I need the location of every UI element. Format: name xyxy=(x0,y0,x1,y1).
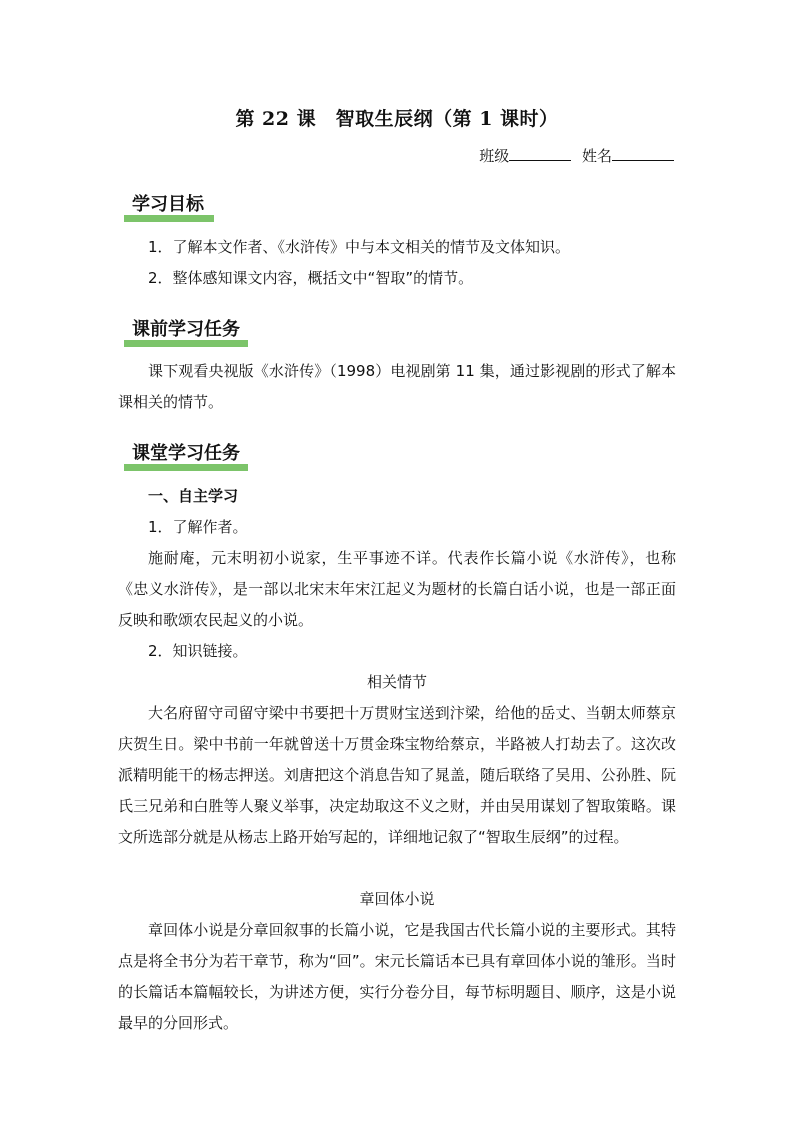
novel-title: 章回体小说 xyxy=(359,890,435,908)
subsection-heading: 一、自主学习 xyxy=(148,487,239,505)
class-label: 班级 xyxy=(479,147,510,165)
student-info xyxy=(479,145,674,166)
task-item: 2．知识链接。 xyxy=(148,642,248,660)
goal-item: 2．整体感知课文内容，概括文中“智取”的情节。 xyxy=(148,269,474,287)
heading-label: 课堂学习任务 xyxy=(132,443,240,464)
section-heading-goals xyxy=(124,190,212,222)
inclass-text xyxy=(118,481,676,1039)
section-heading-inclass xyxy=(124,439,248,471)
goal-item: 1．了解本文作者、《水浒传》中与本文相关的情节及文体知识。 xyxy=(148,238,571,256)
page-title: 第 22 课 智取生辰纲（第 1 课时） xyxy=(235,108,559,130)
section-heading-preclass xyxy=(124,315,248,347)
preclass-text xyxy=(118,356,676,418)
goals-list xyxy=(118,232,676,294)
plot-paragraph: 大名府留守司留守梁中书要把十万贯财宝送到汴梁，给他的岳丈、当朝太师蔡京庆贺生日。梁中书前一年就曾送十万贯金珠宝物给蔡京，半路被人打劫去了。这次改派精明能干的杨志押送。刘唐把这个消息告知了晁盖，随后联络了吴用、公孙胜、阮氏三兄弟和白胜等人聚义举事，决定劫取这不义之财，并由吴用谋划了智取策略。课文所选部分就是从杨志上路开始写起的，详细地记叙了“智取生辰纲”的过程。 xyxy=(118,704,676,846)
name-blank[interactable] xyxy=(612,146,674,161)
heading-label: 学习目标 xyxy=(132,194,204,215)
plot-title: 相关情节 xyxy=(366,673,427,691)
class-blank[interactable] xyxy=(509,146,571,161)
novel-paragraph: 章回体小说是分章回叙事的长篇小说，它是我国古代长篇小说的主要形式。其特点是将全书分为若干章节，称为“回”。宋元长篇话本已具有章回体小说的雏形。当时的长篇话本篇幅较长，为讲述方便，实行分卷分目，每节标明题目、顺序，这是小说最早的分回形式。 xyxy=(118,921,676,1032)
preclass-paragraph: 课下观看央视版《水浒传》（1998）电视剧第 11 集，通过影视剧的形式了解本课相关的情节。 xyxy=(118,362,676,411)
heading-label: 课前学习任务 xyxy=(132,319,240,340)
task-item: 1．了解作者。 xyxy=(148,518,248,536)
name-label: 姓名 xyxy=(581,147,612,165)
author-paragraph: 施耐庵，元末明初小说家，生平事迹不详。代表作长篇小说《水浒传》，也称《忠义水浒传》，是一部以北宋末年宋江起义为题材的长篇白话小说，也是一部正面反映和歌颂农民起义的小说。 xyxy=(118,549,676,629)
